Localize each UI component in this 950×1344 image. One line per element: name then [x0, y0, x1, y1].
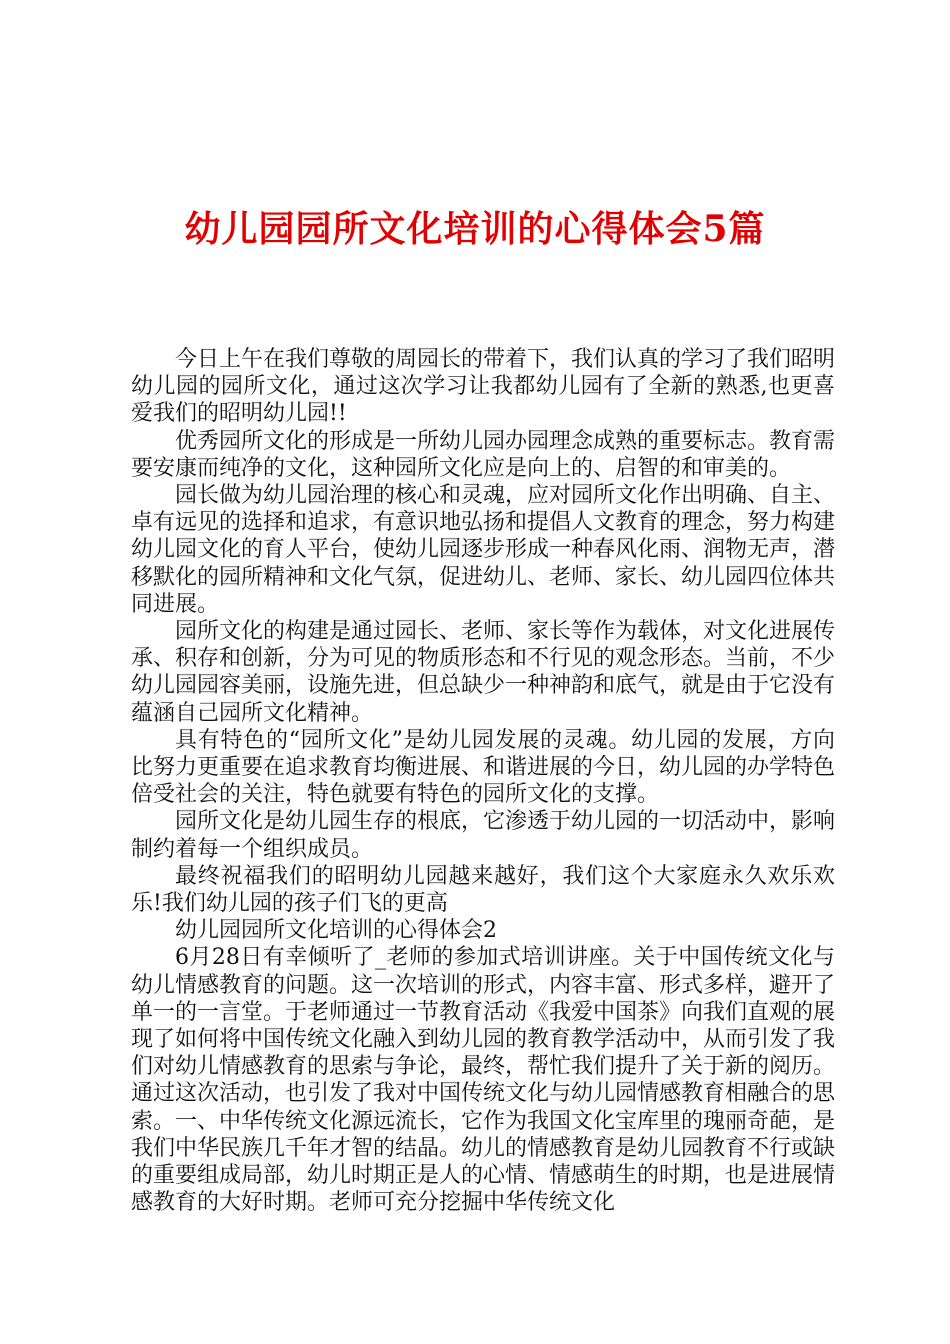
paragraph-1: 今日上午在我们尊敬的周园长的带着下，我们认真的学习了我们昭明幼儿园的园所文化，通过这次学习让我都幼儿园有了全新的熟悉,也更喜爱我们的昭明幼儿园!!: [131, 347, 836, 427]
paragraph-5: 具有特色的“园所文化”是幼儿园发展的灵魂。幼儿园的发展，方向比努力更重要在追求教育均衡进展、和谐进展的今日，幼儿园的办学特色倍受社会的关注，特色就要有特色的园所文化的支撑。: [131, 727, 836, 808]
paragraph-8: 6月28日有幸倾听了_老师的参加式培训讲座。关于中国传统文化与幼儿情感教育的问题。这一次培训的形式，内容丰富、形式多样，避开了单一的一言堂。于老师通过一节教育活动《我爱中国茶》向我们直观的展现了如何将中国传统文化融入到幼儿园的教育教学活动中，从而引发了我们对幼儿情感教育的思索与争论，最终，帮忙我们提升了关于新的阅历。通过这次活动，也引发了我对中国传统文化与幼儿园情感教育相融合的思索。一、中华传统文化源远流长，它作为我国文化宝库里的瑰丽奇葩，是我们中华民族几千年才智的结晶。幼儿的情感教育是幼儿园教育不行或缺的重要组成局部，幼儿时期正是人的心情、情感萌生的时期，也是进展情感教育的大好时期。老师可充分挖掘中华传统文化: [131, 945, 836, 1216]
paragraph-4: 园所文化的构建是通过园长、老师、家长等作为载体，对文化进展传承、积存和创新，分为可见的物质形态和不行见的观念形态。当前，不少幼儿园园容美丽，设施先进，但总缺少一种神韵和底气，就是由于它没有蕴涵自己园所文化精神。: [131, 619, 836, 726]
paragraph-3: 园长做为幼儿园治理的核心和灵魂，应对园所文化作出明确、自主、卓有远见的选择和追求，有意识地弘扬和提倡人文教育的理念，努力构建幼儿园文化的育人平台，使幼儿园逐步形成一种春风化雨、润物无声，潜移默化的园所精神和文化气氛，促进幼儿、老师、家长、幼儿园四位体共同进展。: [131, 483, 836, 617]
paragraph-7: 最终祝福我们的昭明幼儿园越来越好，我们这个大家庭永久欢乐欢乐!我们幼儿园的孩子们飞的更高: [131, 863, 835, 917]
document-body: [131, 346, 835, 1217]
paragraph-6: 园所文化是幼儿园生存的根底，它渗透于幼儿园的一切活动中，影响制约着每一个组织成员。: [131, 809, 836, 862]
section-heading-2: 幼儿园园所文化培训的心得体会2: [175, 918, 497, 944]
document-title: 幼儿园园所文化培训的心得体会5篇: [184, 208, 766, 250]
paragraph-2: 优秀园所文化的形成是一所幼儿园办园理念成熟的重要标志。教育需要安康而纯净的文化，这种园所文化应是向上的、启智的和审美的。: [131, 428, 836, 481]
